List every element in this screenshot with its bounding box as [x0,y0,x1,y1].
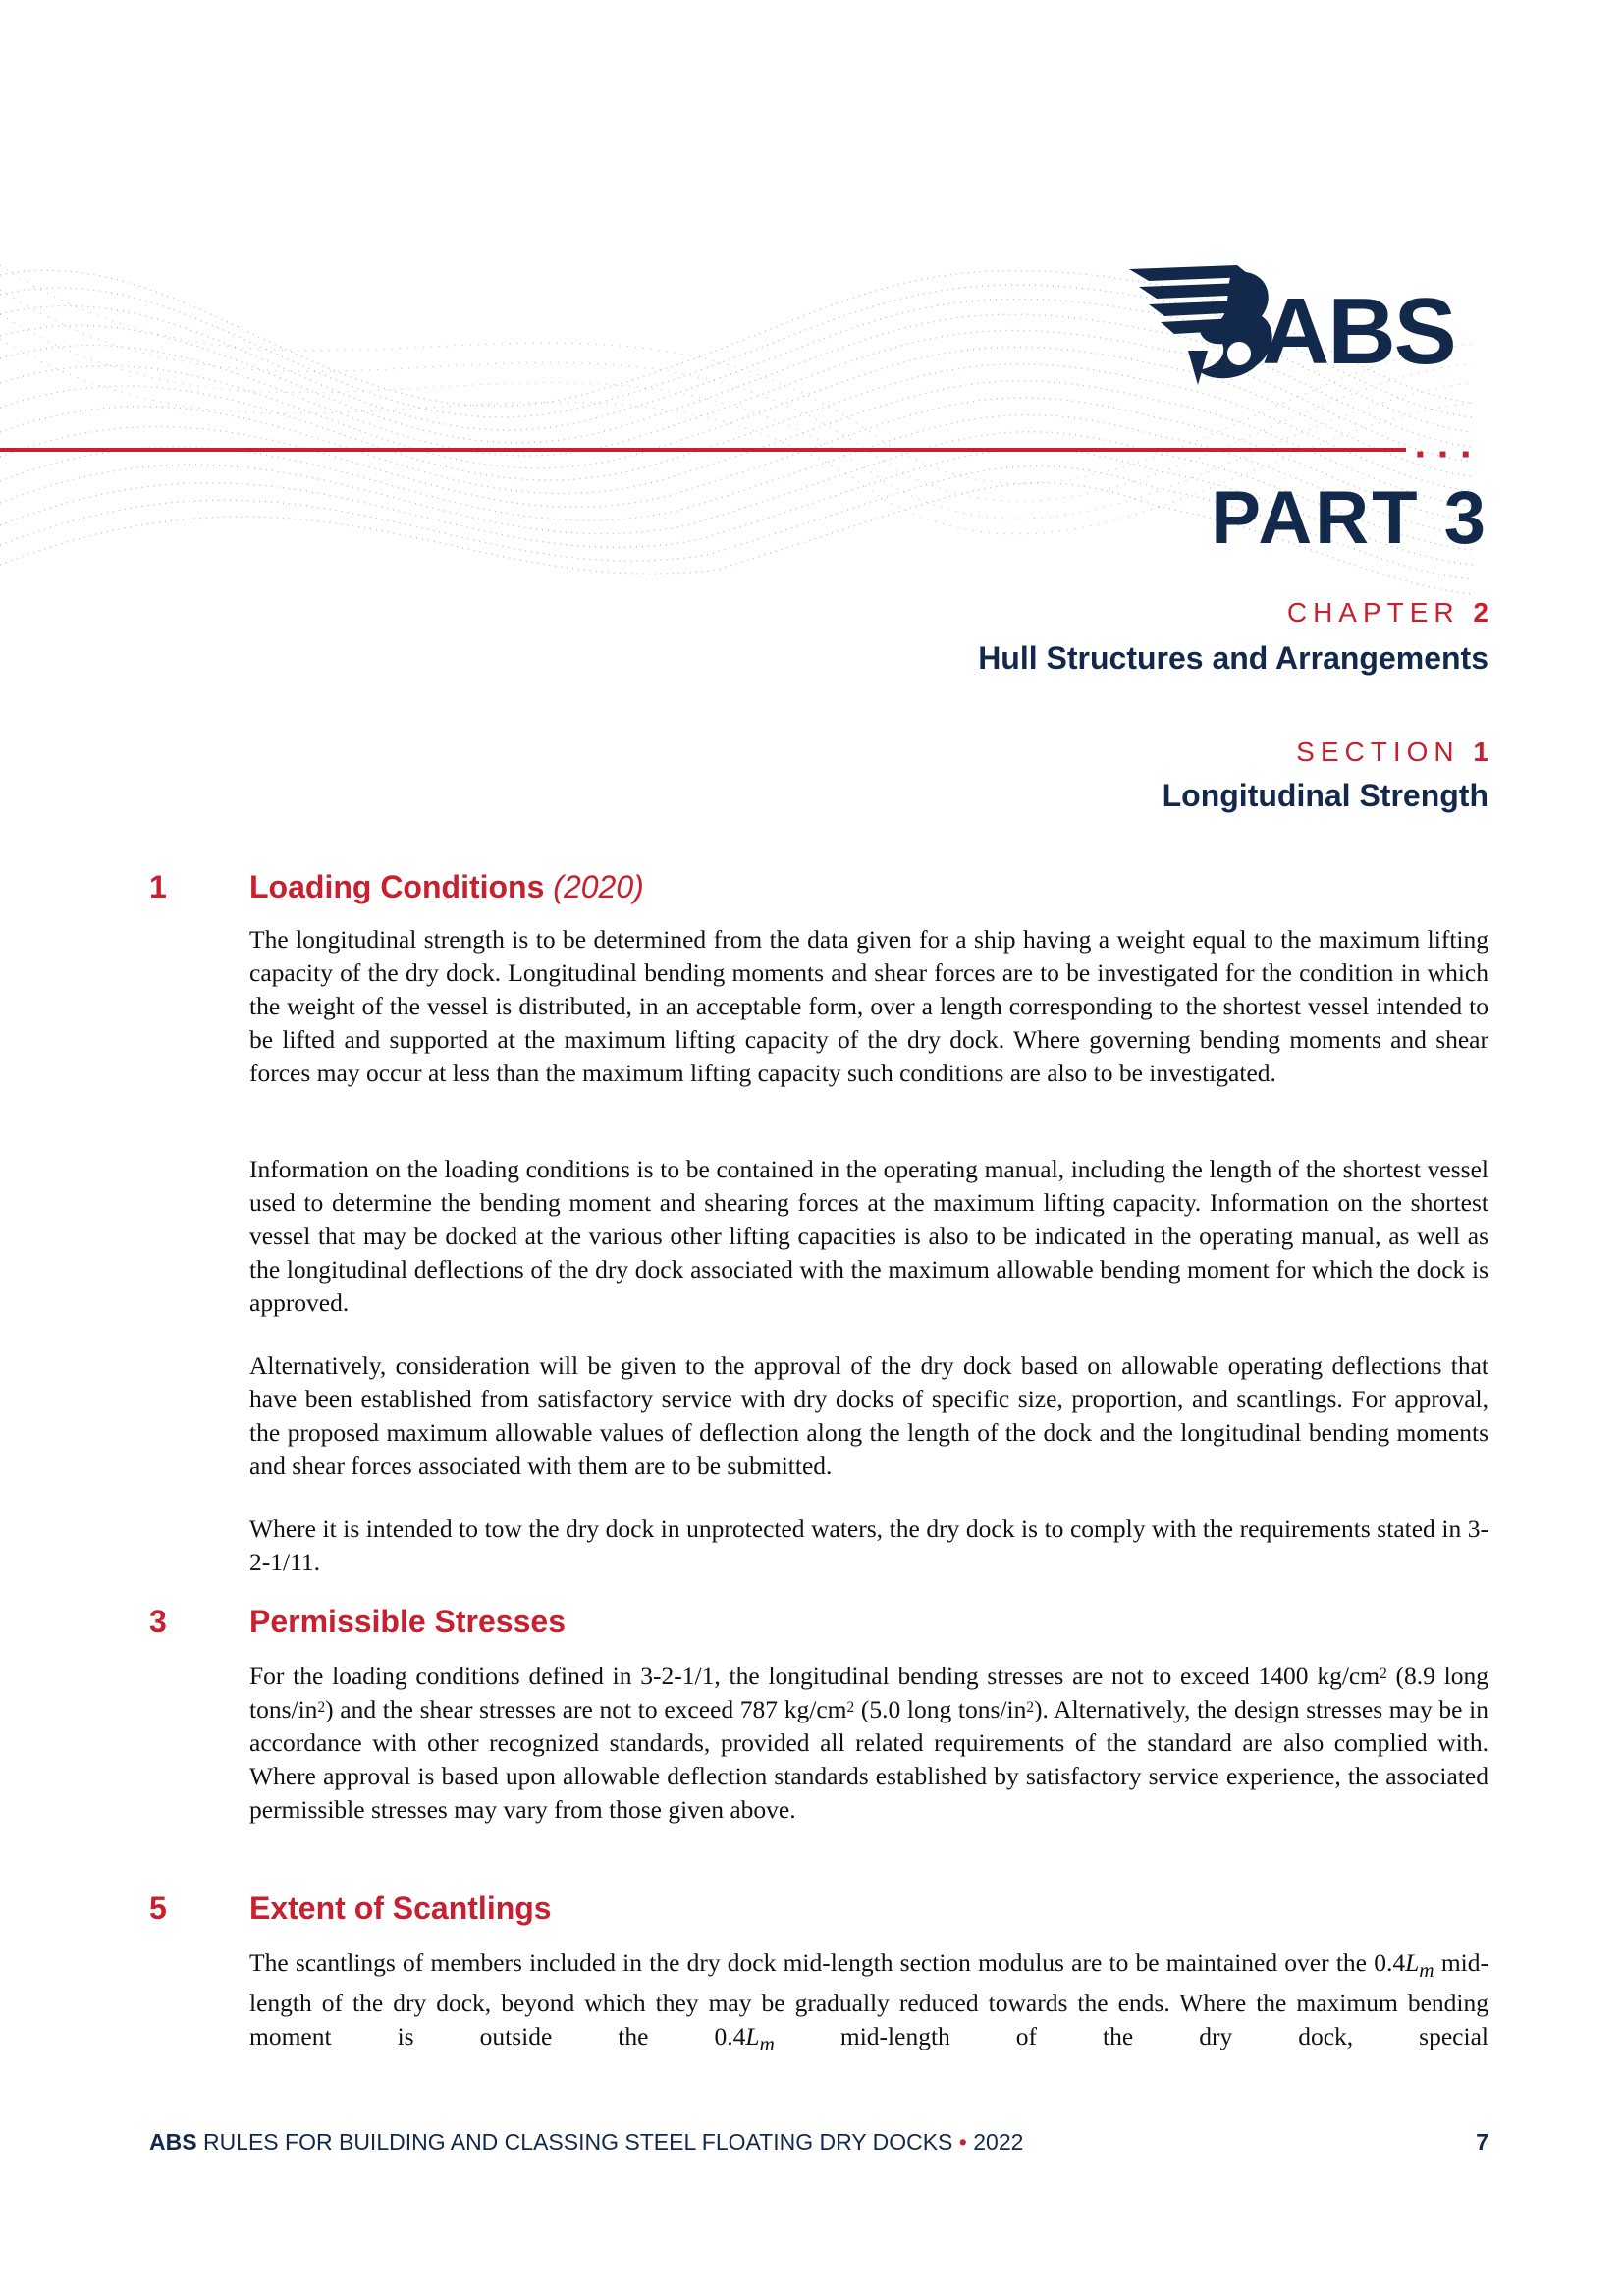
section-label [1296,737,1488,768]
math-expression: $0.4L_m$ [1374,1948,1434,1983]
section-1-paragraph: Information on the loading conditions is to be contained in the operating manual, including the length of the shortest vessel used to determine the bending moment and shearing forces at the maximum lifting capacity. Information on the shortest vessel that may be docked at the various other lifting capacities is also to be indicated in the operating manual, as well as the longitudinal deflections of the dry dock associated with the maximum allowable bending moment for which the dock is approved. [249,1155,1488,1317]
part-title: PART 3 [1211,476,1488,560]
page-number: 7 [1476,2129,1488,2155]
chapter-label-text: CHAPTER [1286,597,1460,628]
section-5-title: Extent of Scantlings [249,1890,552,1926]
section-1-note: (2020) [553,869,644,904]
section-number: 1 [1473,737,1488,767]
section-3-number: 3 [149,1604,167,1639]
footer-year: 2022 [973,2129,1024,2155]
footer-brand: ABS [149,2129,197,2155]
footer-title [149,2129,1023,2156]
header-rule-dots: ▪ ▪ ▪ [1416,441,1474,467]
section-label-text: SECTION [1296,737,1460,767]
section-1-paragraph: The longitudinal strength is to be determined from the data given for a ship having a weight equal to the maximum lifting capacity of the dry dock. Longitudinal bending moments and shear forces are to be investigated for the condition in which the weight of the vessel is distributed, in an acceptable form, over a length corresponding to the shortest vessel intended to be lifted and supported at the maximum lifting capacity of the dry dock. Where governing bending moments and shear forces may occur at less than the maximum lifting capacity such conditions are also to be investigated. [249,925,1488,1087]
section-5-number: 5 [149,1890,167,1926]
section-1-heading [249,869,644,905]
header-rule [0,448,1406,452]
section-3-paragraph: For the loading conditions defined in 3-2-1/1, the longitudinal bending stresses are not to exceed 1400 $kg/cm^2$ (8.9 long tons/$in^2$) and the shear stresses are not to exceed 787 $kg/cm^2$ (5.0 long tons/$in^2$). Alternatively, the design stresses may be in accordance with other recognized standards, provided all related requirements of the standard are also complied with. Where approval is based upon allowable deflection standards established by satisfactory service experience, the associated permissible stresses may vary from those given above. [249,1662,1489,1824]
chapter-label [1287,597,1488,629]
math-expression: $0.4L_m$ [714,2022,775,2056]
chapter-number: 2 [1473,597,1488,628]
abs-logo-wordmark: ABS [1262,279,1455,384]
section-3-title: Permissible Stresses [249,1604,566,1639]
section-5-paragraph: The scantlings of members included in the dry dock mid-length section modulus are to be maintained over the $0.4L_m$ mid-length of the dry dock, beyond which they may be gradually reduced towards the ends. Where the maximum bending moment is outside the $0.4L_m$ mid-length of the dry dock, special [249,1948,1488,2056]
section-1-number: 1 [149,869,167,904]
section-1-paragraph: Where it is intended to tow the dry dock in unprotected waters, the dry dock is to comply with the requirements stated in 3-2-1/11. [249,1514,1488,1576]
chapter-title: Hull Structures and Arrangements [978,640,1488,676]
section-1-title: Loading Conditions [249,869,545,904]
section-title: Longitudinal Strength [1162,778,1488,813]
section-1-paragraph: Alternatively, consideration will be given to the approval of the dry dock based on allowable operating deflections that have been established from satisfactory service with dry docks of specific size, proportion, and scantlings. For approval, the proposed maximum allowable values of deflection along the length of the dock and the longitudinal bending moments and shear forces associated with them are to be submitted. [249,1351,1488,1480]
footer-separator: • [958,2129,967,2155]
footer-publication: RULES FOR BUILDING AND CLASSING STEEL FLOATING DRY DOCKS [202,2129,953,2155]
